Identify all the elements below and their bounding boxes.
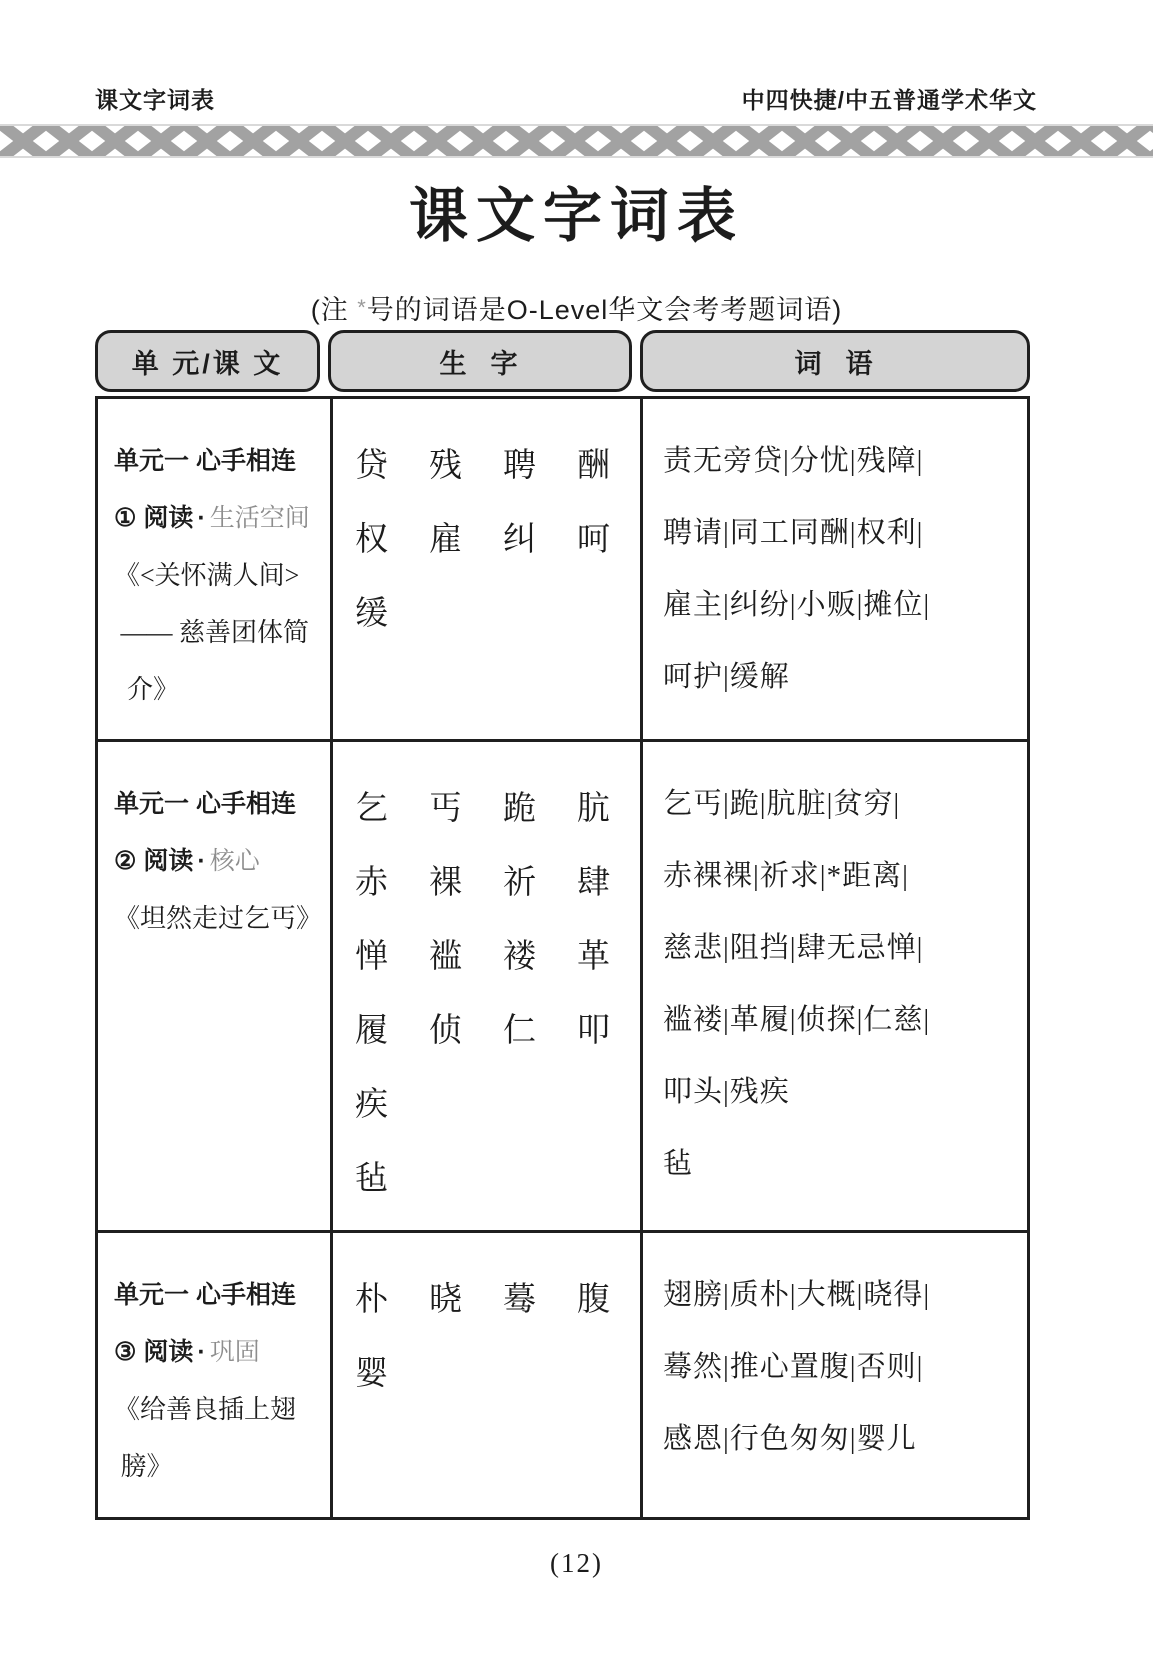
separator-dot: · <box>197 1338 206 1366</box>
vocab-char: 裸 <box>429 864 462 901</box>
chars-cell-row1 <box>333 399 643 742</box>
vocab-table <box>95 396 1030 1520</box>
table-header-words: 词 语 <box>640 330 1030 392</box>
unit-cell-row3 <box>98 1233 333 1517</box>
page-title: 课文字词表 <box>408 183 744 249</box>
table-header-unit: 单 元/课 文 <box>95 330 320 392</box>
words-cell-row2 <box>643 742 1027 1233</box>
word-line: 翅膀|质朴|大概|晓得| <box>663 1279 931 1311</box>
vocab-char: 贷 <box>355 447 388 484</box>
vocab-char: 晓 <box>429 1281 462 1318</box>
lesson-type: 阅读 <box>143 1338 194 1366</box>
char-row <box>355 768 610 842</box>
vocab-char: 丐 <box>429 790 462 827</box>
lesson-number: ① <box>114 504 137 532</box>
vocab-char: 叩 <box>577 1012 610 1049</box>
word-line: 叩头|残疾 <box>663 1076 790 1108</box>
word-line: 感恩|行色匆匆|婴儿 <box>663 1423 917 1455</box>
vocab-char: 呵 <box>577 521 610 558</box>
unit-title: 单元一 心手相连 <box>114 790 296 818</box>
word-line: 慈悲|阻挡|肆无忌惮| <box>663 932 924 964</box>
vocab-char: 褛 <box>503 938 536 975</box>
char-row <box>355 842 610 916</box>
vocab-char: 缓 <box>355 595 388 632</box>
book-title-line: 介》 <box>114 675 180 704</box>
book-title-line: 膀》 <box>114 1452 173 1481</box>
vocab-char: 腹 <box>577 1281 610 1318</box>
char-row <box>355 425 610 499</box>
note <box>0 288 1153 327</box>
vocab-char: 朴 <box>355 1281 388 1318</box>
unit-title: 单元一 心手相连 <box>114 447 296 475</box>
book-title-line: 《坦然走过乞丐》 <box>114 904 323 933</box>
running-header-right: 中四快捷/中五普通学术华文 <box>741 87 1037 113</box>
vocab-char: 肮 <box>577 790 610 827</box>
word-line: 责无旁贷|分忧|残障| <box>663 445 924 477</box>
vocab-char: 惮 <box>355 938 388 975</box>
vocab-char: 聘 <box>503 447 536 484</box>
vocab-char: 酬 <box>577 447 610 484</box>
word-line: 褴褛|革履|侦探|仁慈| <box>663 1004 931 1036</box>
vocab-char: 仁 <box>503 1012 536 1049</box>
vocab-char: 疾 <box>355 1086 388 1123</box>
char-row <box>355 1259 610 1333</box>
unit-title: 单元一 心手相连 <box>114 1281 296 1309</box>
vocab-char: 褴 <box>429 938 462 975</box>
vocab-char: 纠 <box>503 521 536 558</box>
words-cell-row1 <box>643 399 1027 742</box>
asterisk-mark: * <box>357 295 367 320</box>
lesson-number: ③ <box>114 1338 137 1366</box>
book-title-line: 《<关怀满人间> <box>114 561 300 590</box>
vocab-char: 权 <box>355 521 388 558</box>
separator-dot: · <box>197 504 206 532</box>
vocab-char: 雇 <box>429 521 462 558</box>
chars-cell-row3 <box>333 1233 643 1517</box>
vocab-char: 革 <box>577 938 610 975</box>
book-title-line: 《给善良插上翅 <box>114 1395 297 1424</box>
lesson-type: 阅读 <box>143 504 194 532</box>
lesson-line <box>114 1324 320 1381</box>
vocab-char: 侦 <box>429 1012 462 1049</box>
chars-cell-row2 <box>333 742 643 1233</box>
unit-cell-row2 <box>98 742 333 1233</box>
lesson-category: 核心 <box>209 847 260 875</box>
vocab-char: 履 <box>355 1012 388 1049</box>
char-row <box>355 916 610 990</box>
book-title-line: —— 慈善团体简 <box>114 618 310 647</box>
unit-cell-row1 <box>98 399 333 742</box>
lesson-number: ② <box>114 847 137 875</box>
vocab-char: 祈 <box>503 864 536 901</box>
char-row <box>355 990 610 1064</box>
char-row <box>355 499 610 573</box>
lesson-line <box>114 833 320 890</box>
lesson-line <box>114 490 320 547</box>
words-cell-row3 <box>643 1233 1027 1517</box>
word-line: 乞丐|跪|肮脏|贫穷| <box>663 788 901 820</box>
word-line: 蓦然|推心置腹|否则| <box>663 1351 924 1383</box>
note-prefix: (注 <box>310 295 358 325</box>
vocab-char: 残 <box>429 447 462 484</box>
word-line: 聘请|同工同酬|权利| <box>663 517 924 549</box>
separator-dot: · <box>197 847 206 875</box>
word-line: 赤裸裸|祈求|*距离| <box>663 860 909 892</box>
running-header-left: 课文字词表 <box>95 87 215 113</box>
vocab-char: 肆 <box>577 864 610 901</box>
vocab-char: 跪 <box>503 790 536 827</box>
vocab-char: 乞 <box>355 790 388 827</box>
char-row <box>355 1138 610 1212</box>
word-line: 毡 <box>663 1148 694 1180</box>
table-header-chars: 生 字 <box>328 330 632 392</box>
lesson-category: 巩固 <box>209 1338 260 1366</box>
decorative-band <box>0 124 1153 158</box>
char-row <box>355 1064 610 1138</box>
word-line: 呵护|缓解 <box>663 661 790 693</box>
vocab-char: 赤 <box>355 864 388 901</box>
word-line: 雇主|纠纷|小贩|摊位| <box>663 589 931 621</box>
lesson-type: 阅读 <box>143 847 194 875</box>
page-number: (12) <box>550 1548 603 1578</box>
char-row <box>355 1333 610 1407</box>
char-row <box>355 573 610 647</box>
vocab-char: 毡 <box>355 1160 388 1197</box>
lesson-category: 生活空间 <box>209 504 310 532</box>
vocab-char: 蓦 <box>503 1281 536 1318</box>
vocab-char: 婴 <box>355 1355 388 1392</box>
note-rest: 号的词语是O-Level华文会考考题词语) <box>366 295 843 325</box>
